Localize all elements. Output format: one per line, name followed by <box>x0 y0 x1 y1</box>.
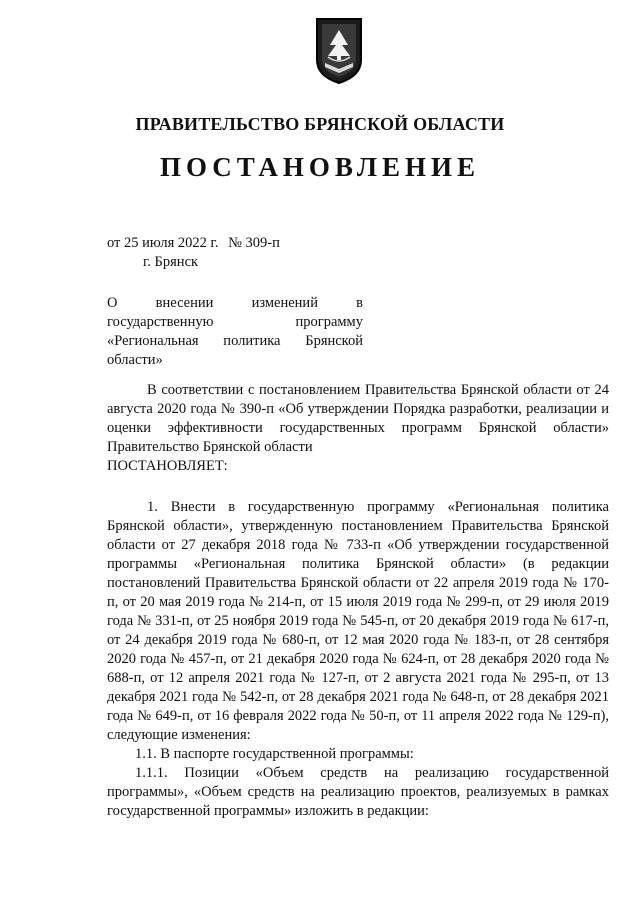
resolve-line: ПОСТАНОВЛЯЕТ: <box>107 458 228 474</box>
item-1-1-1-paragraph: 1.1.1. Позиции «Объем средств на реализацию государственной программы», «Объем средств на реализацию проектов, реализуемых в рамках государственной программы» изложить в редакции: <box>107 765 609 819</box>
item-1-paragraph: 1. Внести в государственную программу «Региональная политика Брянской области», утвержденную постановлением Правительства Брянской области от 27 декабря 2018 года № 733-п «Об утверждении государственной программы «Региональная политика Брянской области» (в редакции постановлений Правительства Брянской области от 22 апреля 2019 года № 170-п, от 20 мая 2019 года № 214-п, от 15 июля 2019 года № 299-п, от 29 июля 2019 года № 331-п, от 25 ноября 2019 года № 545-п, от 20 декабря 2019 года № 617-п, от 24 декабря 2019 года № 680-п, от 12 мая 2020 года № 183-п, от 28 сентября 2020 года № 457-п, от 21 декабря 2020 года № 624-п, от 28 декабря 2020 года № 688-п, от 12 апреля 2021 года № 127-п, от 2 августа 2021 года № 295-п, от 13 декабря 2021 года № 542-п, от 28 декабря 2021 года № 648-п, от 28 декабря 2021 года № 649-п, от 16 февраля 2022 года № 50-п, от 11 апреля 2022 года № 129-п), следующие изменения: <box>107 499 609 743</box>
document-number: № 309-п <box>228 235 280 251</box>
bryansk-coat-of-arms-icon <box>314 16 364 86</box>
government-title: ПРАВИТЕЛЬСТВО БРЯНСКОЙ ОБЛАСТИ <box>135 114 505 134</box>
document-date: от 25 июля 2022 г. <box>107 235 219 251</box>
document-city: г. Брянск <box>143 254 199 270</box>
item-1-1-paragraph: 1.1. В паспорте государственной программы: <box>135 746 414 762</box>
document-type-title: ПОСТАНОВЛЕНИЕ <box>159 152 481 182</box>
date-number-line <box>107 234 280 253</box>
document-body <box>107 381 609 821</box>
preamble-paragraph: В соответствии с постановлением Правительства Брянской области от 24 августа 2020 года № 390-п «Об утверждении Порядка разработки, реализации и оценки эффективности государственных программ Брянской области» Правительство Брянской области <box>107 382 609 455</box>
document-subject: О внесении изменений в государственную программу «Региональная политика Брянской области» <box>107 295 363 368</box>
document-meta <box>107 234 280 272</box>
